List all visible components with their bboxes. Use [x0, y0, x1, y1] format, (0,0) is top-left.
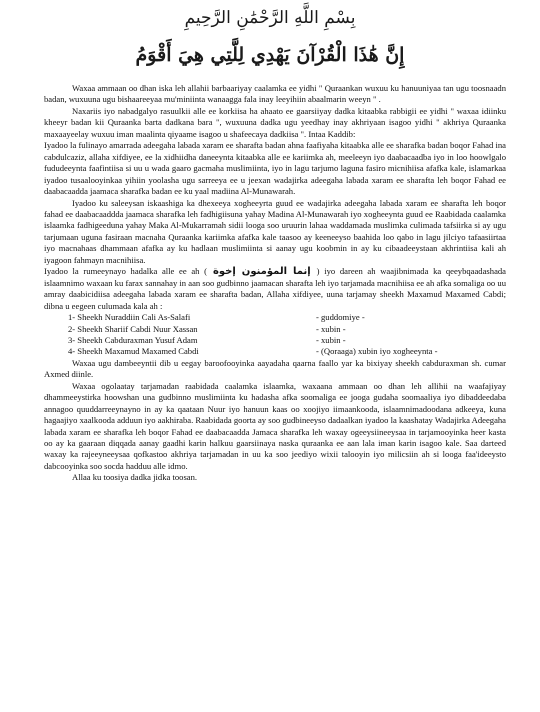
reviewer-item: [44, 346, 506, 357]
document-body: [44, 83, 506, 484]
paragraph-king-fahad: Iyadoo la fulinayo amarrada adeegaha labada xaram ee sharafta badan ahna faafiyaha kitaabka alle ee sharafka badan boqor Fahad ina cabdulcaziz, allaha xifdiyee, ee la xidhiidha daneeynta kitaabka alle ee kariimka ah, meeleeyn iyo daabacaadba iyo in loo hoowlgalo fududeeynta faafintiisa si uu u wada gaaro gacmaha muslimiinta, iyo in lagu tarjumo laguna fasiro micnihiisa afafka kale, islamarkaa iyadoo tusaalooyinkaa yihiin yoolasha ugu sarreeya ee u jeexan wadajirka adeegaha labada xaram ee sharafta leh boqor Fahad ee daabacaadda jaamaca sharafka badan ee ku yaal madiina Al-Munawarah.: [44, 140, 506, 197]
paragraph-blessings: Naxariis iyo nabadgalyo rasuulkii alle ee korkiisa ha ahaato ee gaarsiiyay dadka kitaabka rabbigii ee yidhi " waxaa idiinku kheeyr badan kii Quraanka barta dadkana bara ", wuxuuna dadka ugu yeedhay inay akhriyaan isagoo yidhi " akhriya Quraanka maxaayeelay wuxuu iman maalinta qiyaame isagoo u shafeecaya dadkiisa ". Intaa Kaddib:: [44, 105, 506, 139]
reviewer-name: 2- Sheekh Shariif Cabdi Nuur Xassan: [68, 323, 198, 334]
paragraph-translation-intro: [44, 266, 506, 312]
reviewer-role: - (Qoraaga) xubin iyo xogheeynta -: [316, 346, 438, 357]
arabic-quote: إنما المؤمنون إخوة: [212, 266, 311, 278]
paragraph-final-review: Waxaa ugu dambeeyntii dib u eegay baroofooyinka aayadaha qaarna faallo yar ka bixiyay sheekh cabduraxman sh. cumar Axmed diinle.: [44, 357, 506, 380]
reviewer-item: [44, 324, 506, 335]
paragraph-translation-intro-rest: ) iyo dareen ah waajibnimada ka qeeybqaadashada islaamnimo waxaan ku farax sannahay in aan soo gudbinno jaamacan sharafta leh iyo tarjamada macnihiisa ee ah afka somaliga oo uu amray daabicidiisa adeegaha labada xaram ee sharafta badan, Allaha xifdiyee, uuna tarjamay sheekh Maxamud Maxamed Cabdi; dibna u eegeen culumada kala ah :: [44, 266, 506, 311]
paragraph-translation-intro-start: Iyadoo la rumeeynayo hadalka alle ee ah (: [44, 266, 207, 277]
paragraph-closing: Allaa ku toosiya dadka jidka toosan.: [72, 472, 198, 483]
quran-verse-calligraphy: إِنَّ هَٰذَا الْقُرْآنَ يَهْدِي لِلَّتِي هِيَ أَقْوَمُ: [135, 44, 405, 66]
reviewer-name: 4- Sheekh Maxamud Maxamed Cabdi: [68, 346, 199, 357]
reviewer-name: 3- Sheekh Cabduraxman Yusuf Adam: [68, 334, 198, 345]
reviewer-role: - xubin -: [316, 334, 346, 345]
paragraph-praise: Waxaa ammaan oo dhan iska leh allahii barbaariyay caalamka ee yidhi " Quraankan wuxuu ku hanuuniyaa tan ugu toosnaadn badan, wuxuuna ugu bishaareeyaa mu'miniinta wanaagga fala inay leeyihiin abaalmarin weeyn " .: [44, 83, 506, 105]
paragraph-cooperation: Iyadoo ku saleeysan iskaashiga ka dhexeeya xogheeyrta guud ee wadajirka adeegaha labada xaram ee sharafta leh boqor fahad ee daabacaaddda jaamaca sharafka leh fadhigiisuna yahay Madina Al-Munawarah iyo xogheeynta guud ee Raabidada caalamka islaamka fadhigeeduna yahay Maka Al-Mukarramah sidii looga soo uruurin lahaa waddamada muslimka culimada tafsiirka si ay ugu tarjumaan uguna fasiraan macnaha Quraanka kariimka afafka kale taasoo ay keeneeyso baahida loo qabo in lagu jilciyo tafaasiirtaa iyo macnahaas dhammaan afafka ay ku hadlaan muslimiinta si aanay ugu koobmin in ay ku cibaadeeystaan akhrintiisa kali ah iyagoon fahmayn macnihiisa.: [44, 197, 506, 265]
reviewer-role: - xubin -: [316, 323, 346, 334]
reviewers-list: [44, 312, 506, 358]
reviewer-role: - guddomiye -: [316, 312, 365, 323]
basmala-calligraphy: بِسْمِ اللَّهِ الرَّحْمَٰنِ الرَّحِيمِ: [184, 8, 356, 28]
paragraph-approval: Waxaa ogolaatay tarjamadan raabidada caalamka islaamka, waxaana ammaan oo dhan leh allihii na waafajiyay dhammeeystirka hoowshan una gudbinno muslimiinta ku hadasha afka soomaliga ee jooga gudaha soomaaliya iyo dibaddeedaba annagoo quuddarreeynayno in ay ka qaataan Nuur iyo hanuun kaas oo xoojiyo iimaankooda, islaamnimadoodana adkeeya, kuna hagaajiyo xaalkooda adduun iyo aakhiraba. Raabidada goorta ay soo gudbineeyso dadaalkan iyadoo la kaashatay Wadajirka Adeegaha labada xaram ee sharafka leh boqor Fahad ee daabacaadda Jamaca sharafka leh waxay ogeeysiineeysaa in tarjamooyinka heer kasta oo ay ka gaaraan diqqada aanay gaadhi karin halkuu gaarsiinaya naska quraanka ee aan lala iman karin isagoo kale. Saa darteed waxay ka rajeeyneeysaa qofkastoo akhriya tarjamadan in uu ka soo jeediyo wixii talooyin iyo milicsiin ah si looga faa'ideeysto dabcooyinka soo socda hadduu alle idmo.: [44, 380, 506, 471]
reviewer-item: [44, 335, 506, 346]
reviewer-name: 1- Sheekh Nuraddiin Cali As-Salafi: [68, 312, 191, 323]
reviewer-item: [44, 312, 506, 323]
